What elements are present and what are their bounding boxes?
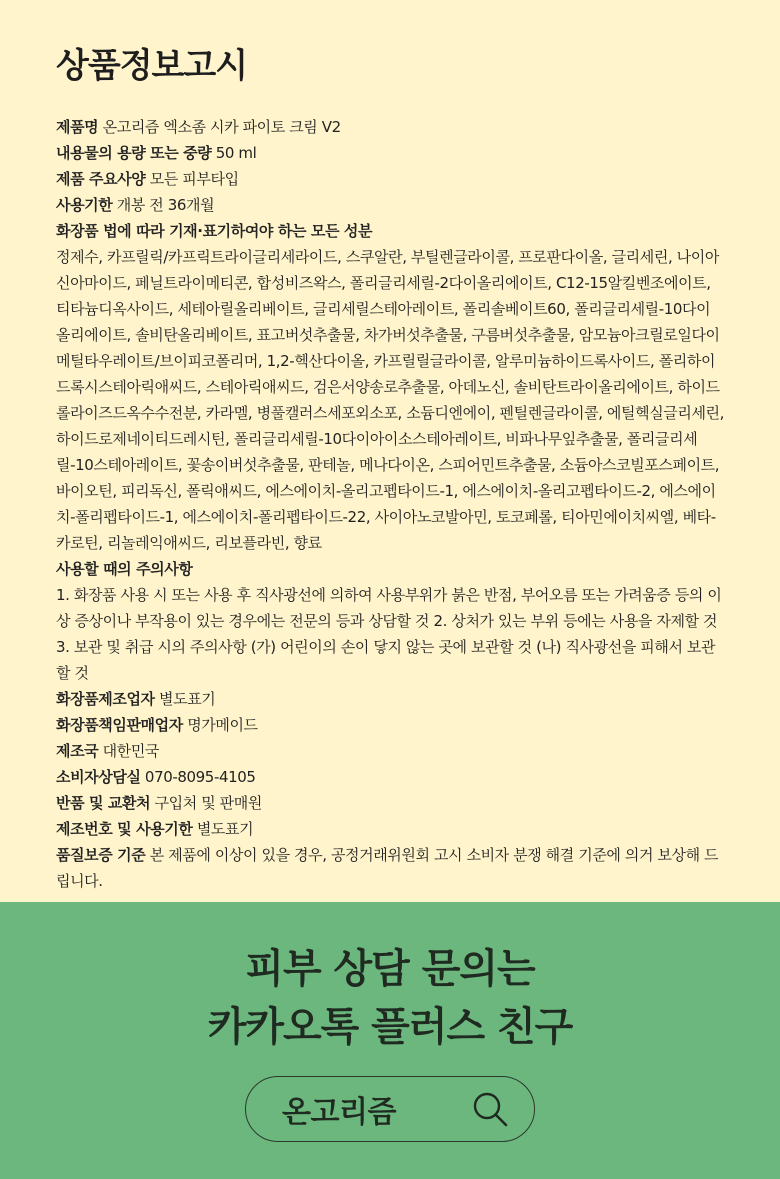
info-row-product-name: [56, 114, 724, 140]
info-row-returns: [56, 790, 724, 816]
info-label: 화장품책임판매업자: [56, 716, 183, 734]
info-label: 화장품제조업자: [56, 690, 155, 708]
info-label: 반품 및 교환처: [56, 794, 151, 812]
info-value: 온고리즘 엑소좀 시카 파이토 크림 V2: [102, 118, 341, 136]
info-value: 명가메이드: [187, 716, 258, 734]
precautions-text: 1. 화장품 사용 시 또는 사용 후 직사광선에 의하여 사용부위가 붉은 반점, 부어오름 또는 가려움증 등의 이상 증상이나 부작용이 있는 경우에는 전문의 등과 상담할 것 2. 상처가 있는 부위 등에는 사용을 자제할 것 3. 보관 및 취급 시의 주의사항 (가) 어린이의 손이 닿지 않는 곳에 보관할 것 (나) 직사광선을 피해서 보관할 것: [56, 586, 722, 682]
info-row-manufacturer: [56, 686, 724, 712]
info-label: 품질보증 기준: [56, 846, 146, 864]
info-value: 구입처 및 판매원: [154, 794, 262, 812]
info-label: 제품 주요사양: [56, 170, 146, 188]
search-term: 온고리즘: [282, 1095, 396, 1130]
info-row-precautions: [56, 556, 724, 686]
info-row-expiry: [56, 192, 724, 218]
search-icon: [470, 1089, 510, 1129]
info-value: 50 ml: [215, 144, 257, 162]
kakao-consult-banner: [0, 902, 780, 1179]
info-row-volume: [56, 140, 724, 166]
info-label: 화장품 법에 따라 기재·표기하여야 하는 모든 성분: [56, 222, 373, 240]
info-value: 모든 피부타입: [149, 170, 239, 188]
info-value: 별도표기: [159, 690, 216, 708]
info-label: 제품명: [56, 118, 99, 136]
info-row-seller: [56, 712, 724, 738]
info-row-warranty: [56, 842, 724, 894]
info-row-lot: [56, 816, 724, 842]
info-label: 사용기한: [56, 196, 113, 214]
info-label: 내용물의 용량 또는 중량: [56, 144, 212, 162]
info-label: 소비자상담실: [56, 768, 141, 786]
info-row-country: [56, 738, 724, 764]
kakao-search-button[interactable]: [245, 1076, 535, 1142]
info-value: 별도표기: [196, 820, 254, 838]
info-label: 제조번호 및 사용기한: [56, 820, 193, 838]
info-row-ingredients: [56, 218, 724, 556]
info-label: 제조국: [56, 742, 99, 760]
info-value: 개봉 전 36개월: [116, 196, 215, 214]
ingredients-list: 정제수, 카프릴릭/카프릭트라이글리세라이드, 스쿠알란, 부틸렌글라이콜, 프로판다이올, 글리세린, 나이아신아마이드, 페닐트라이메티콘, 합성비즈왁스, 폴리글리세릴-2다이올리에이트, C12-15알킬벤조에이트, 티타늄디옥사이드, 세테아릴올리베이트, 글리세릴스테아레이트, 폴리솔베이트60, 폴리글리세릴-10다이올리에이트, 솔비탄올리베이트, 표고버섯추출물, 차가버섯추출물, 구름버섯추출물, 암모늄아크릴로일다이메틸타우레이트/브이피코폴리머, 1,2-헥산다이올, 카프릴릴글라이콜, 알루미늄하이드록사이드, 폴리하이드록시스테아릭애씨드, 스테아릭애씨드, 검은서양송로추출물, 아데노신, 솔비탄트라이올리에이트, 하이드롤라이즈드옥수수전분, 카라멜, 병풀캘러스세포외소포, 소듐디엔에이, 펜틸렌글라이콜, 에틸헥실글리세린, 하이드로제네이티드레시틴, 폴리글리세릴-10다이아이소스테아레이트, 비파나무잎추출물, 폴리글리세릴-10스테아레이트, 꽃송이버섯추출물, 판테놀, 메나다이온, 스피어민트추출물, 소듐아스코빌포스페이트, 바이오틴, 피리독신, 폴릭애씨드, 에스에이치-올리고펩타이드-1, 에스에이치-올리고펩타이드-2, 에스에이치-폴리펩타이드-1, 에스에이치-폴리펩타이드-22, 사이아노코발아민, 토코페롤, 티아민에이치씨엘, 베타-카로틴, 리놀레익애씨드, 리보플라빈, 향료: [56, 248, 725, 552]
page-title: 상품정보고시: [56, 46, 248, 86]
info-row-spec: [56, 166, 724, 192]
info-row-support-phone: [56, 764, 724, 790]
info-value: 본 제품에 이상이 있을 경우, 공정거래위원회 고시 소비자 분쟁 해결 기준에 의거 보상해 드립니다.: [56, 846, 719, 890]
banner-headline-line2: 카카오톡 플러스 친구: [207, 1004, 573, 1050]
info-label: 사용할 때의 주의사항: [56, 560, 193, 578]
info-value: 대한민국: [102, 742, 160, 760]
banner-headline-line1: 피부 상담 문의는: [245, 946, 535, 992]
info-value: 070-8095-4105: [144, 768, 256, 786]
